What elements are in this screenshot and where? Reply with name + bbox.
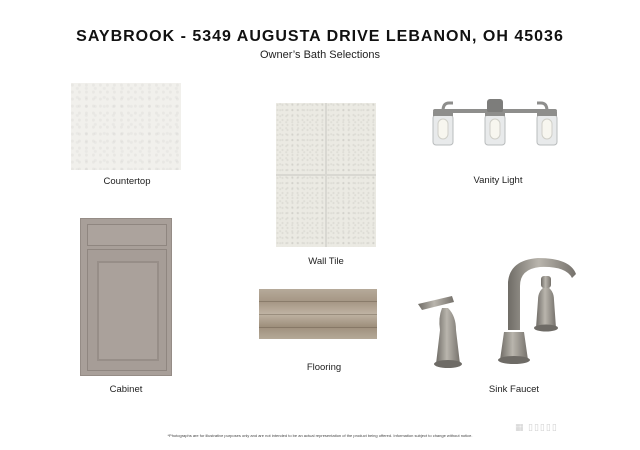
cabinet-door-panel <box>97 261 159 361</box>
page-subtitle: Owner’s Bath Selections <box>259 49 381 61</box>
countertop-caption: Countertop <box>103 176 151 187</box>
wall-tile-caption: Wall Tile <box>308 256 344 267</box>
watermark-logo: ▦ ▯▯▯▯▯ <box>515 422 558 432</box>
wall-tile-piece <box>327 176 376 247</box>
vanity-light-caption: Vanity Light <box>473 175 523 186</box>
plank-seam <box>259 301 377 302</box>
sink-faucet-caption: Sink Faucet <box>488 384 540 395</box>
cabinet-swatch <box>80 218 172 376</box>
wall-tile-swatch <box>276 103 376 247</box>
wall-tile-piece <box>276 176 325 247</box>
wall-tile-piece <box>276 103 325 174</box>
cabinet-door <box>87 249 167 371</box>
flooring-swatch <box>259 289 377 339</box>
disclaimer-text: *Photographs are for illustrative purposes only and are not intended to be an actual representation of the product being offered. Information subject to change without notice. <box>167 433 473 438</box>
vanity-light-image <box>425 95 565 155</box>
countertop-swatch <box>71 83 181 170</box>
plank-seam <box>259 314 377 315</box>
wall-tile-piece <box>327 103 376 174</box>
cabinet-drawer <box>87 224 167 246</box>
page-title: SAYBROOK - 5349 AUGUSTA DRIVE LEBANON, OH 45036 <box>76 28 564 45</box>
sink-faucet-image <box>410 252 585 372</box>
cabinet-caption: Cabinet <box>109 384 143 395</box>
flooring-caption: Flooring <box>306 362 342 373</box>
plank-seam <box>259 327 377 328</box>
